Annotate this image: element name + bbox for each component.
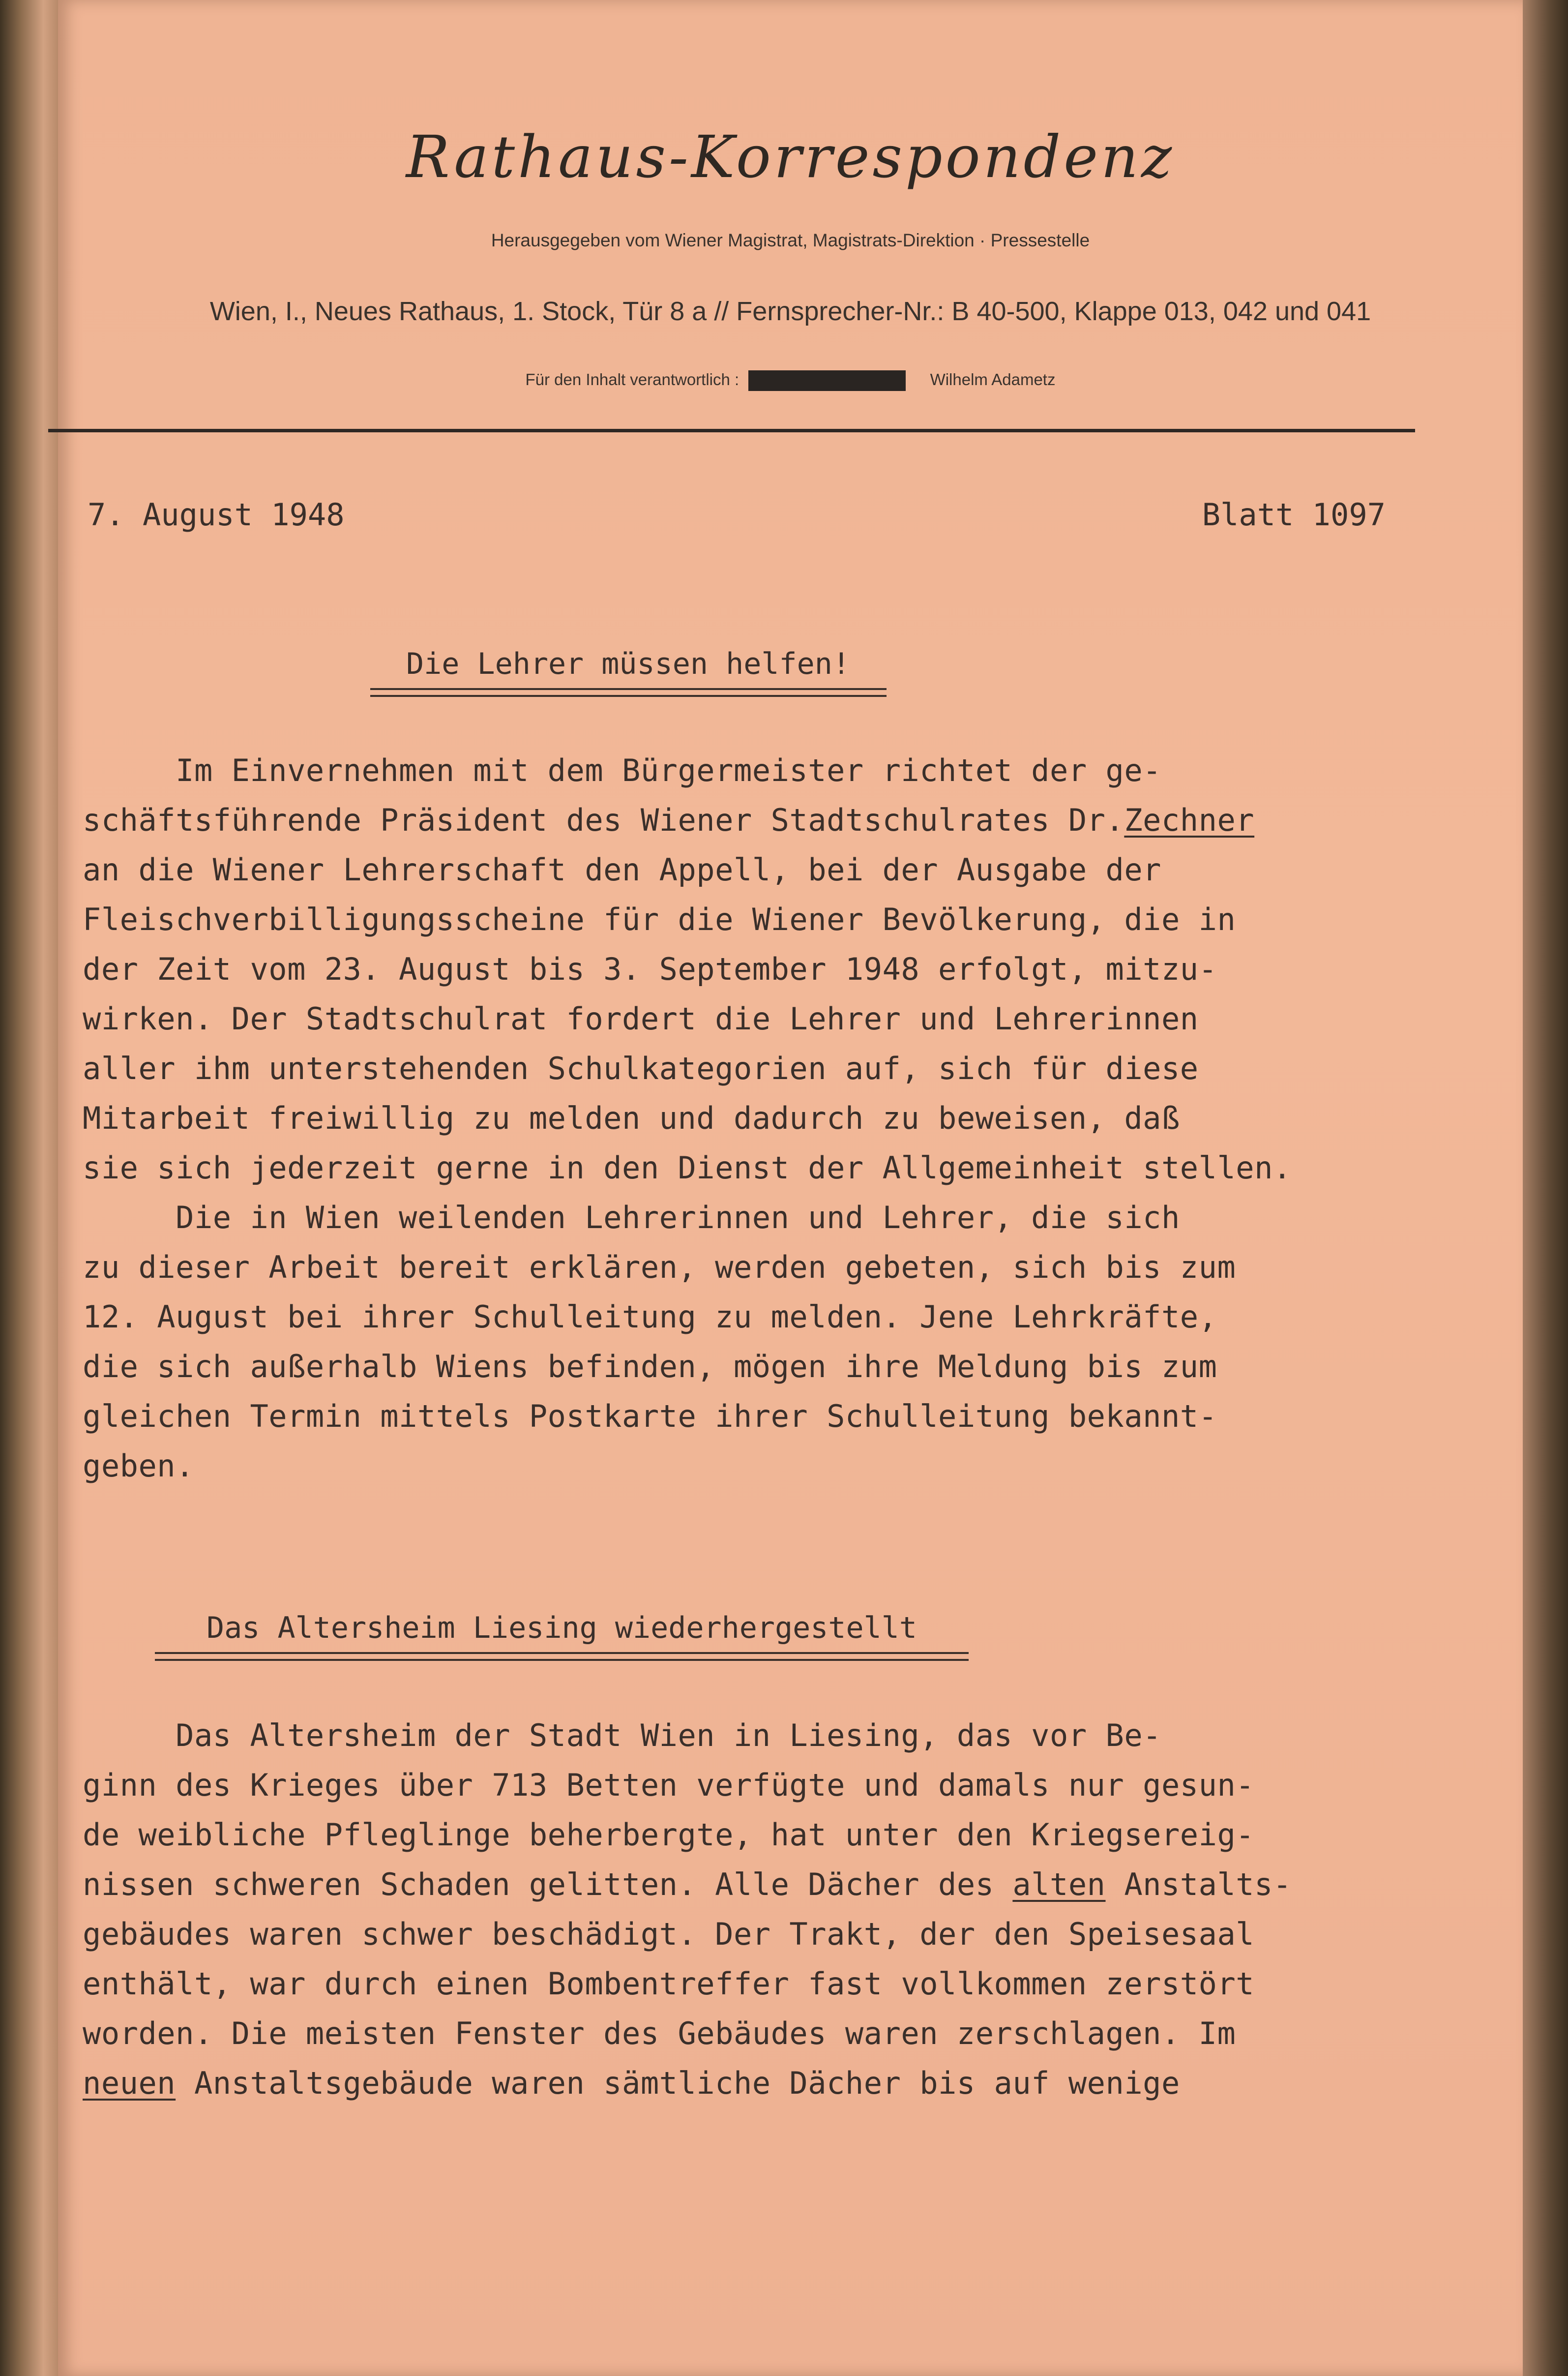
text-line: der Zeit vom 23. August bis 3. September 1948 erfolgt, mitzu- xyxy=(83,951,1217,987)
text-line: 12. August bei ihrer Schulleitung zu melden. Jene Lehrkräfte, xyxy=(83,1299,1217,1335)
document-sheet xyxy=(58,0,1523,2376)
article-1-body xyxy=(83,746,1450,1491)
text-line: wirken. Der Stadtschulrat fordert die Lehrer und Lehrerinnen xyxy=(83,1001,1199,1037)
text-line: die sich außerhalb Wiens befinden, mögen ihre Meldung bis zum xyxy=(83,1349,1217,1384)
address-line: Wien, I., Neues Rathaus, 1. Stock, Tür 8 a // Fernsprecher-Nr.: B 40-500, Klappe 013, 042 und 041 xyxy=(209,297,1371,326)
text-line: an die Wiener Lehrerschaft den Appell, bei der Ausgabe der xyxy=(83,852,1161,888)
date: 7. August 1948 xyxy=(88,497,345,533)
article-1-headline-text: Die Lehrer müssen helfen! xyxy=(406,647,851,681)
text-line: Die in Wien weilenden Lehrerinnen und Lehrer, die sich xyxy=(83,1200,1180,1235)
underlined-word: alten xyxy=(1012,1866,1106,1902)
headline-double-underline xyxy=(370,688,887,697)
text-line: nissen schweren Schaden gelitten. Alle Dächer des alten Anstalts- xyxy=(83,1866,1292,1902)
text-line: gleichen Termin mittels Postkarte ihrer Schulleitung bekannt- xyxy=(83,1398,1217,1434)
text-line: aller ihm unterstehenden Schulkategorien auf, sich für diese xyxy=(83,1051,1199,1086)
text-line: enthält, war durch einen Bombentreffer fast vollkommen zerstört xyxy=(83,1966,1255,2002)
book-edge xyxy=(1523,0,1568,2376)
text-line: Das Altersheim der Stadt Wien in Liesing, das vor Be- xyxy=(83,1717,1161,1753)
dateline xyxy=(88,497,1386,533)
text-line: Fleischverbilligungsscheine für die Wiener Bevölkerung, die in xyxy=(83,902,1236,937)
article-2-body xyxy=(83,1711,1450,2108)
text-line: gebäudes waren schwer beschädigt. Der Trakt, der den Speisesaal xyxy=(83,1916,1255,1952)
underlined-word: neuen xyxy=(83,2065,176,2101)
text-line: neuen Anstaltsgebäude waren sämtliche Dächer bis auf wenige xyxy=(83,2065,1180,2101)
text-line: Mitarbeit freiwillig zu melden und dadurch zu beweisen, daß xyxy=(83,1100,1180,1136)
responsible-line xyxy=(58,370,1523,391)
underlined-name: Zechner xyxy=(1124,802,1255,838)
text-line: ginn des Krieges über 713 Betten verfügte und damals nur gesun- xyxy=(83,1767,1255,1803)
article-1-headline xyxy=(0,647,1361,697)
publisher-line: Herausgegeben vom Wiener Magistrat, Magistrats-Direktion · Pressestelle xyxy=(491,230,1090,250)
text-line: worden. Die meisten Fenster des Gebäudes waren zerschlagen. Im xyxy=(83,2015,1236,2051)
article-2-headline xyxy=(0,1611,1294,1661)
text-line: schäftsführende Präsident des Wiener Stadtschulrates Dr.Zechner xyxy=(83,802,1255,838)
responsible-label: Für den Inhalt verantwortlich : xyxy=(525,370,740,389)
redaction-bar xyxy=(748,370,906,391)
text-line: de weibliche Pfleglinge beherbergte, hat unter den Kriegsereig- xyxy=(83,1817,1255,1853)
article-2-headline-text: Das Altersheim Liesing wiederhergestellt xyxy=(207,1611,917,1645)
responsible-name: Wilhelm Adametz xyxy=(930,370,1056,389)
masthead-title: Rathaus-Korrespondenz xyxy=(406,123,1175,191)
text-line: geben. xyxy=(83,1448,194,1484)
text-line: zu dieser Arbeit bereit erklären, werden gebeten, sich bis zum xyxy=(83,1249,1236,1285)
text-line: sie sich jederzeit gerne in den Dienst der Allgemeinheit stellen. xyxy=(83,1150,1292,1186)
header-divider xyxy=(48,429,1415,432)
sheet-number: Blatt 1097 xyxy=(1202,497,1386,533)
facing-page-edge xyxy=(0,0,58,2376)
headline-double-underline xyxy=(155,1652,969,1661)
text-line: Im Einvernehmen mit dem Bürgermeister richtet der ge- xyxy=(83,752,1161,788)
